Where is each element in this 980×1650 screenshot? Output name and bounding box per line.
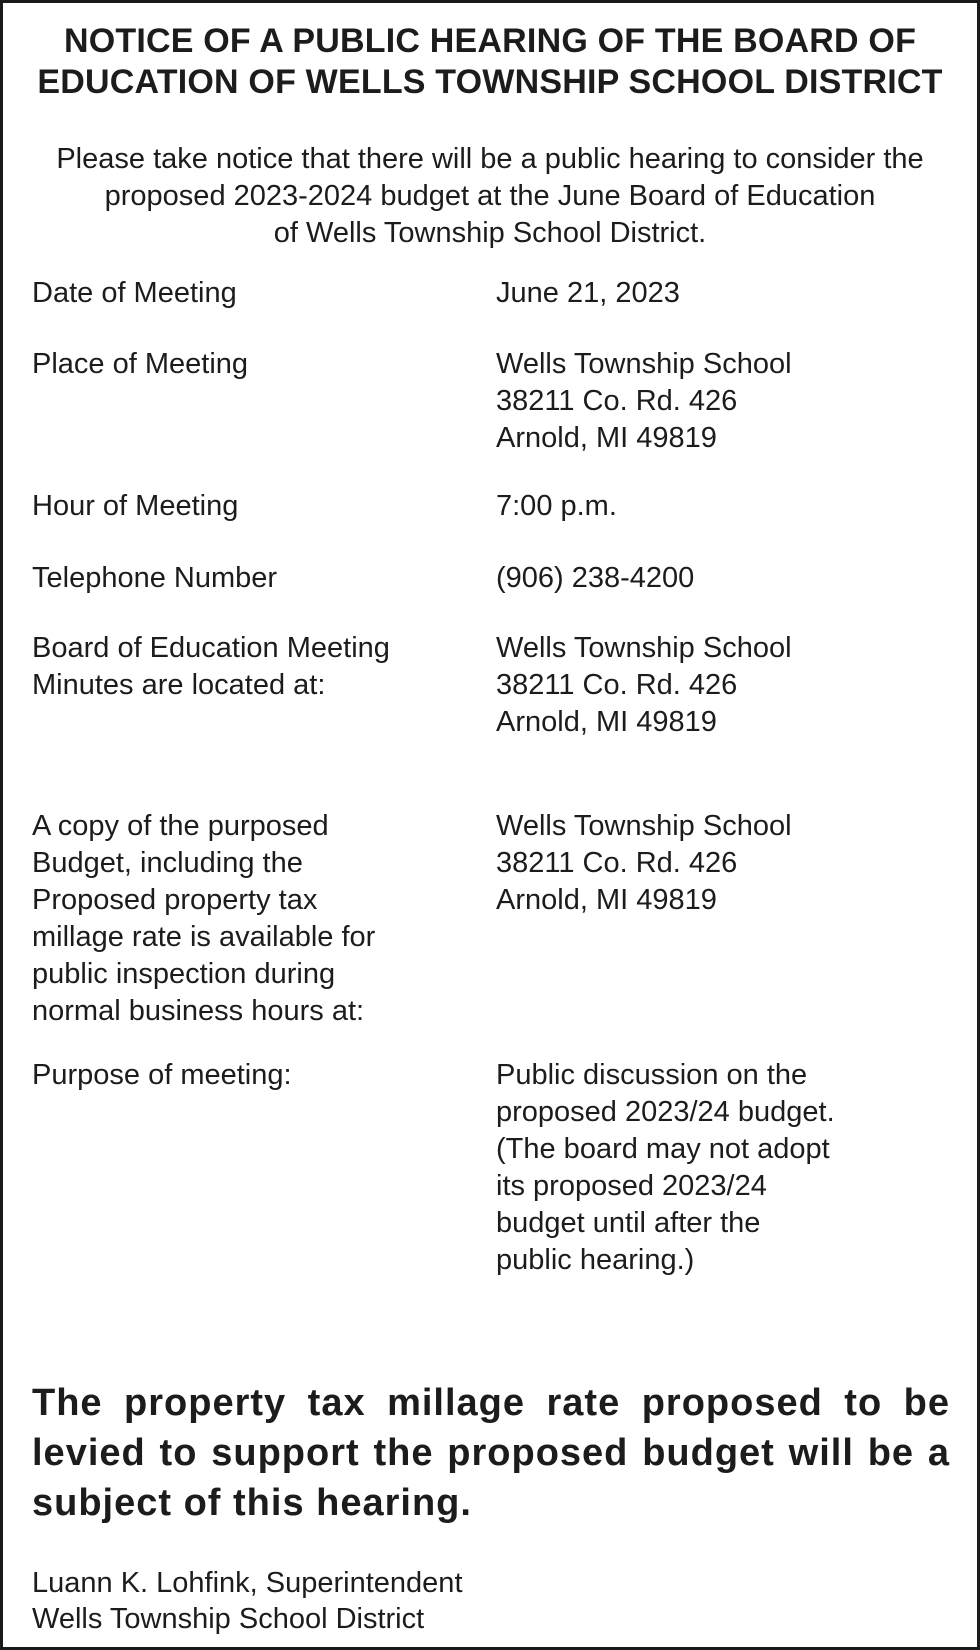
value-line: Wells Township School [496, 810, 792, 842]
value-line: public hearing.) [496, 1244, 695, 1276]
detail-value [496, 1057, 946, 1279]
value-line: budget until after the [496, 1207, 761, 1239]
value-line: Arnold, MI 49819 [496, 706, 717, 738]
value-line: its proposed 2023/24 [496, 1170, 767, 1202]
detail-value [496, 560, 946, 597]
detail-value [496, 808, 946, 919]
intro-line-2: proposed 2023-2024 budget at the June Board of Education [104, 180, 876, 212]
signature-block [32, 1565, 463, 1637]
label-line: millage rate is available for [32, 921, 376, 953]
label-line: Telephone Number [32, 562, 278, 594]
label-line: Date of Meeting [32, 277, 237, 309]
detail-label [32, 488, 462, 525]
label-line: Purpose of meeting: [32, 1059, 292, 1091]
value-line: 7:00 p.m. [496, 490, 617, 522]
value-line: (906) 238-4200 [496, 562, 695, 594]
intro-line-3: of Wells Township School District. [273, 217, 707, 249]
title-line-2: EDUCATION OF WELLS TOWNSHIP SCHOOL DISTRICT [37, 63, 943, 101]
label-line: public inspection during [32, 958, 336, 990]
label-line: Board of Education Meeting [32, 632, 390, 664]
value-line: Wells Township School [496, 632, 792, 664]
value-line: Public discussion on the [496, 1059, 808, 1091]
detail-value [496, 630, 946, 741]
label-line: A copy of the purposed [32, 810, 329, 842]
label-line: Place of Meeting [32, 348, 249, 380]
detail-label [32, 808, 462, 1030]
value-line: Arnold, MI 49819 [496, 884, 717, 916]
detail-label [32, 346, 462, 383]
label-line: Hour of Meeting [32, 490, 239, 522]
signature-organization: Wells Township School District [32, 1603, 425, 1635]
detail-label [32, 630, 462, 704]
detail-value [496, 488, 946, 525]
intro-paragraph [3, 141, 977, 252]
value-line: proposed 2023/24 budget. [496, 1096, 835, 1128]
detail-value [496, 346, 946, 457]
value-line: 38211 Co. Rd. 426 [496, 669, 738, 701]
title-line-1: NOTICE OF A PUBLIC HEARING OF THE BOARD OF [63, 22, 917, 60]
label-line: normal business hours at: [32, 995, 365, 1027]
detail-label [32, 1057, 462, 1094]
value-line: 38211 Co. Rd. 426 [496, 847, 738, 879]
value-line: 38211 Co. Rd. 426 [496, 385, 738, 417]
label-line: Budget, including the [32, 847, 303, 879]
signature-name: Luann K. Lohfink, Superintendent [32, 1567, 463, 1599]
detail-value [496, 275, 946, 312]
value-line: June 21, 2023 [496, 277, 680, 309]
millage-rate-statement: The property tax millage rate proposed to be levied to support the proposed budget will be a subject of this hearing. [32, 1382, 950, 1524]
value-line: (The board may not adopt [496, 1133, 830, 1165]
value-line: Wells Township School [496, 348, 792, 380]
detail-label [32, 560, 462, 597]
intro-line-1: Please take notice that there will be a public hearing to consider the [56, 143, 924, 175]
notice-title [3, 21, 977, 103]
value-line: Arnold, MI 49819 [496, 422, 717, 454]
label-line: Minutes are located at: [32, 669, 326, 701]
detail-label [32, 275, 462, 312]
label-line: Proposed property tax [32, 884, 318, 916]
